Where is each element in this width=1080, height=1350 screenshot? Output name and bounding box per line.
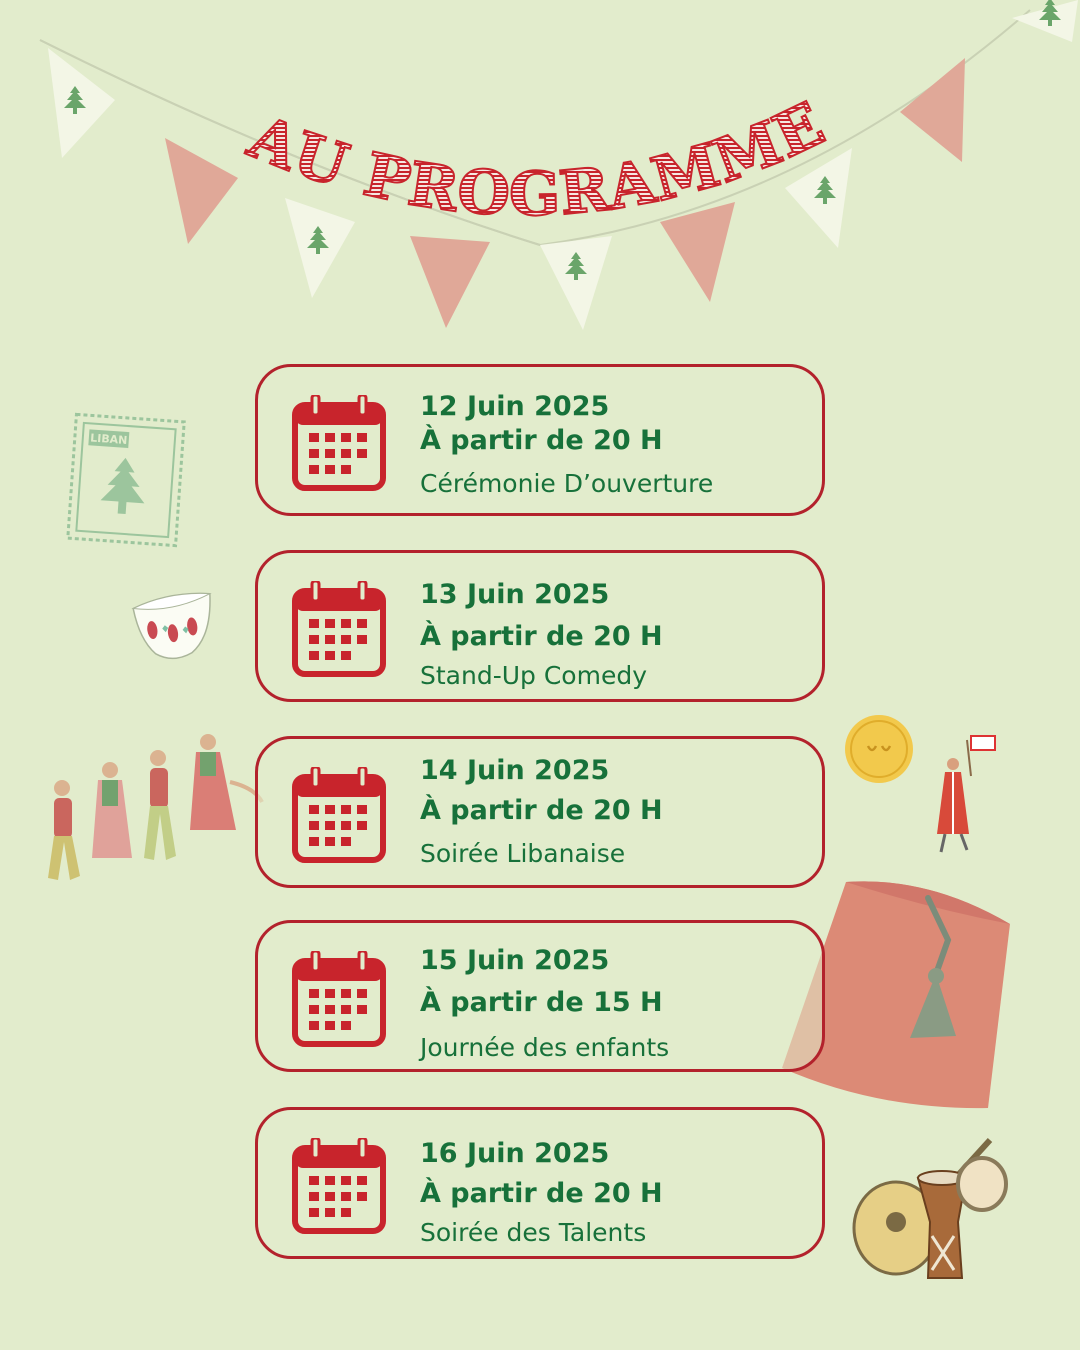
bunting-flag — [165, 138, 238, 244]
flag-dancer-icon — [915, 730, 1000, 860]
event-card[interactable] — [255, 920, 825, 1072]
event-date: 13 Juin 2025 — [420, 579, 610, 610]
bunting-flag — [1012, 0, 1078, 42]
event-card[interactable] — [255, 1107, 825, 1259]
event-date: 15 Juin 2025 — [420, 945, 610, 976]
event-time: À partir de 15 H — [420, 987, 663, 1018]
coffee-cup-icon — [128, 585, 220, 667]
event-name: Soirée des Talents — [420, 1218, 647, 1247]
event-card[interactable] — [255, 736, 825, 888]
svg-text:AU PROGRAMME — [238, 95, 835, 230]
calendar-icon — [292, 395, 386, 491]
event-date: 16 Juin 2025 — [420, 1138, 610, 1169]
calendar-icon — [292, 951, 386, 1047]
coin-icon — [842, 712, 916, 786]
page-title — [230, 95, 850, 245]
dancers-icon — [40, 718, 270, 918]
calendar-icon — [292, 1138, 386, 1234]
calendar-icon — [292, 767, 386, 863]
event-time: À partir de 20 H — [420, 425, 663, 456]
event-date: 12 Juin 2025 — [420, 391, 610, 422]
instruments-icon — [850, 1130, 1015, 1285]
event-time: À partir de 20 H — [420, 795, 663, 826]
event-name: Journée des enfants — [420, 1033, 670, 1062]
event-name: Soirée Libanaise — [420, 839, 626, 868]
bunting-flag — [900, 58, 965, 162]
event-time: À partir de 20 H — [420, 1178, 663, 1209]
event-card[interactable] — [255, 550, 825, 702]
stamp-text: LIBAN — [89, 431, 128, 447]
calendar-icon — [292, 581, 386, 677]
bunting-flag — [48, 48, 115, 158]
title-text: AU PROGRAMME — [239, 95, 836, 231]
bunting-flag — [540, 236, 612, 330]
stamp-icon — [64, 410, 188, 550]
event-name: Stand-Up Comedy — [420, 661, 647, 690]
event-time: À partir de 20 H — [420, 621, 663, 652]
event-name: Cérémonie D’ouverture — [420, 469, 714, 498]
event-card[interactable] — [255, 364, 825, 516]
event-date: 14 Juin 2025 — [420, 755, 610, 786]
bunting-flag — [410, 236, 490, 328]
